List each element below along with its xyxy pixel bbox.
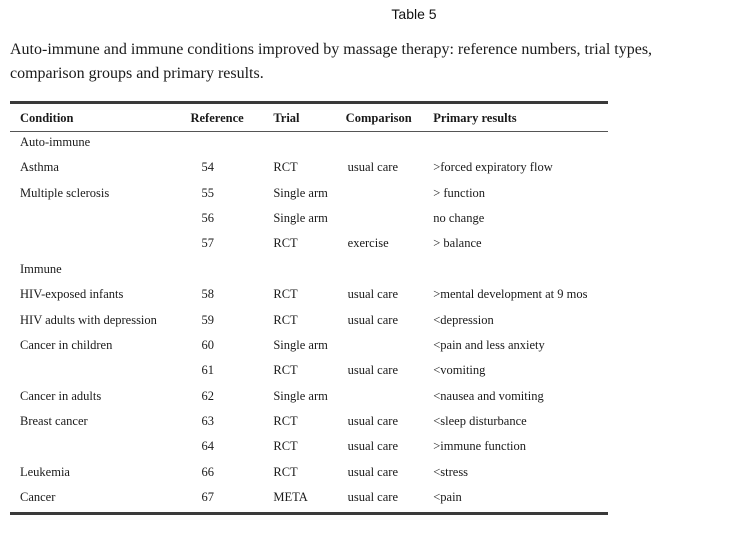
- cell-trial: RCT: [273, 439, 298, 454]
- table-top-rule: [10, 101, 608, 104]
- caption-line-1: Auto-immune and immune conditions improved by massage therapy: reference numbers, trial types,: [10, 41, 653, 58]
- cell-results: > function: [433, 185, 486, 200]
- cell-condition: [10, 434, 188, 459]
- table-row: [10, 231, 608, 256]
- cell-trial: Single arm: [273, 210, 328, 225]
- header-reference: Reference: [190, 110, 244, 125]
- cell-results: <depression: [433, 312, 494, 327]
- cell-trial: Single arm: [273, 388, 328, 403]
- cell-comparison: usual care: [347, 439, 398, 454]
- cell-comparison: [346, 206, 434, 231]
- table-bottom-rule: [10, 512, 608, 515]
- table-row: [10, 358, 608, 383]
- cell-comparison: usual care: [347, 287, 398, 302]
- table-row: [10, 485, 608, 510]
- cell-results: >mental development at 9 mos: [433, 287, 588, 302]
- cell-comparison: usual care: [347, 414, 398, 429]
- cell-trial: Single arm: [273, 185, 328, 200]
- cell-reference: 57: [201, 236, 214, 251]
- table-caption: [10, 38, 748, 86]
- cell-comparison: exercise: [347, 236, 389, 251]
- table-header-row: [10, 107, 608, 129]
- cell-trial: RCT: [273, 236, 298, 251]
- header-primary-results: Primary results: [433, 110, 517, 125]
- cell-reference: 56: [201, 210, 214, 225]
- cell-reference: 66: [201, 464, 214, 479]
- cell-reference: 63: [201, 414, 214, 429]
- cell-comparison: usual care: [347, 363, 398, 378]
- table-row: [10, 460, 608, 485]
- cell-condition: Cancer: [20, 490, 56, 505]
- cell-trial: META: [273, 490, 308, 505]
- cell-condition: Auto-immune: [20, 134, 91, 149]
- cell-trial: RCT: [273, 160, 298, 175]
- table-row: [10, 384, 608, 409]
- cell-trial: [273, 129, 345, 155]
- table-label: Table 5: [391, 6, 437, 22]
- cell-condition: Leukemia: [20, 464, 70, 479]
- cell-reference: 58: [201, 287, 214, 302]
- cell-trial: [273, 257, 345, 282]
- cell-condition: [10, 231, 188, 256]
- cell-trial: RCT: [273, 464, 298, 479]
- cell-comparison: usual care: [347, 312, 398, 327]
- cell-results: <nausea and vomiting: [433, 388, 544, 403]
- cell-reference: 55: [201, 185, 214, 200]
- cell-reference: 60: [201, 337, 214, 352]
- cell-comparison: [346, 333, 434, 358]
- cell-condition: Asthma: [20, 160, 59, 175]
- cell-condition: [10, 358, 188, 383]
- cell-reference: 64: [201, 439, 214, 454]
- table-row: [10, 333, 608, 358]
- cell-comparison: [346, 180, 434, 205]
- cell-condition: Cancer in adults: [20, 388, 102, 403]
- cell-results: >immune function: [433, 439, 527, 454]
- cell-results: <pain and less anxiety: [433, 337, 545, 352]
- cell-condition: Breast cancer: [20, 414, 88, 429]
- cell-trial: RCT: [273, 414, 298, 429]
- table-row: [10, 409, 608, 434]
- cell-reference: 54: [201, 160, 214, 175]
- cell-results: [433, 129, 608, 155]
- header-comparison: Comparison: [345, 110, 412, 125]
- table-row: [10, 180, 608, 205]
- cell-reference: 59: [201, 312, 214, 327]
- cell-condition: Immune: [20, 261, 62, 276]
- cell-comparison: usual care: [347, 490, 398, 505]
- cell-results: > balance: [433, 236, 482, 251]
- cell-results: no change: [433, 210, 485, 225]
- cell-results: <sleep disturbance: [433, 414, 527, 429]
- caption-line-2: comparison groups and primary results.: [10, 65, 264, 82]
- header-condition: Condition: [20, 110, 74, 125]
- table-row: [10, 206, 608, 231]
- cell-reference: 61: [201, 363, 214, 378]
- table-row: [10, 282, 608, 307]
- cell-comparison: [346, 384, 434, 409]
- cell-results: >forced expiratory flow: [433, 160, 553, 175]
- cell-condition: Multiple sclerosis: [20, 185, 110, 200]
- cell-condition: [10, 206, 188, 231]
- cell-results: <pain: [433, 490, 462, 505]
- cell-trial: RCT: [273, 312, 298, 327]
- cell-results: <stress: [433, 464, 469, 479]
- cell-comparison: [346, 129, 434, 155]
- table-row: [10, 129, 608, 155]
- cell-condition: Cancer in children: [20, 337, 113, 352]
- table-row: [10, 307, 608, 332]
- cell-comparison: usual care: [347, 464, 398, 479]
- table-row: [10, 257, 608, 282]
- cell-reference: [188, 257, 273, 282]
- cell-reference: [188, 129, 273, 155]
- cell-trial: Single arm: [273, 337, 328, 352]
- header-trial: Trial: [273, 110, 300, 125]
- cell-trial: RCT: [273, 287, 298, 302]
- cell-condition: HIV adults with depression: [20, 312, 157, 327]
- cell-results: [433, 257, 608, 282]
- cell-comparison: usual care: [347, 160, 398, 175]
- table-row: [10, 434, 608, 459]
- cell-reference: 62: [201, 388, 214, 403]
- results-table: [10, 107, 608, 510]
- table-row: [10, 155, 608, 180]
- cell-trial: RCT: [273, 363, 298, 378]
- cell-results: <vomiting: [433, 363, 486, 378]
- cell-comparison: [346, 257, 434, 282]
- cell-condition: HIV-exposed infants: [20, 287, 124, 302]
- cell-reference: 67: [201, 490, 214, 505]
